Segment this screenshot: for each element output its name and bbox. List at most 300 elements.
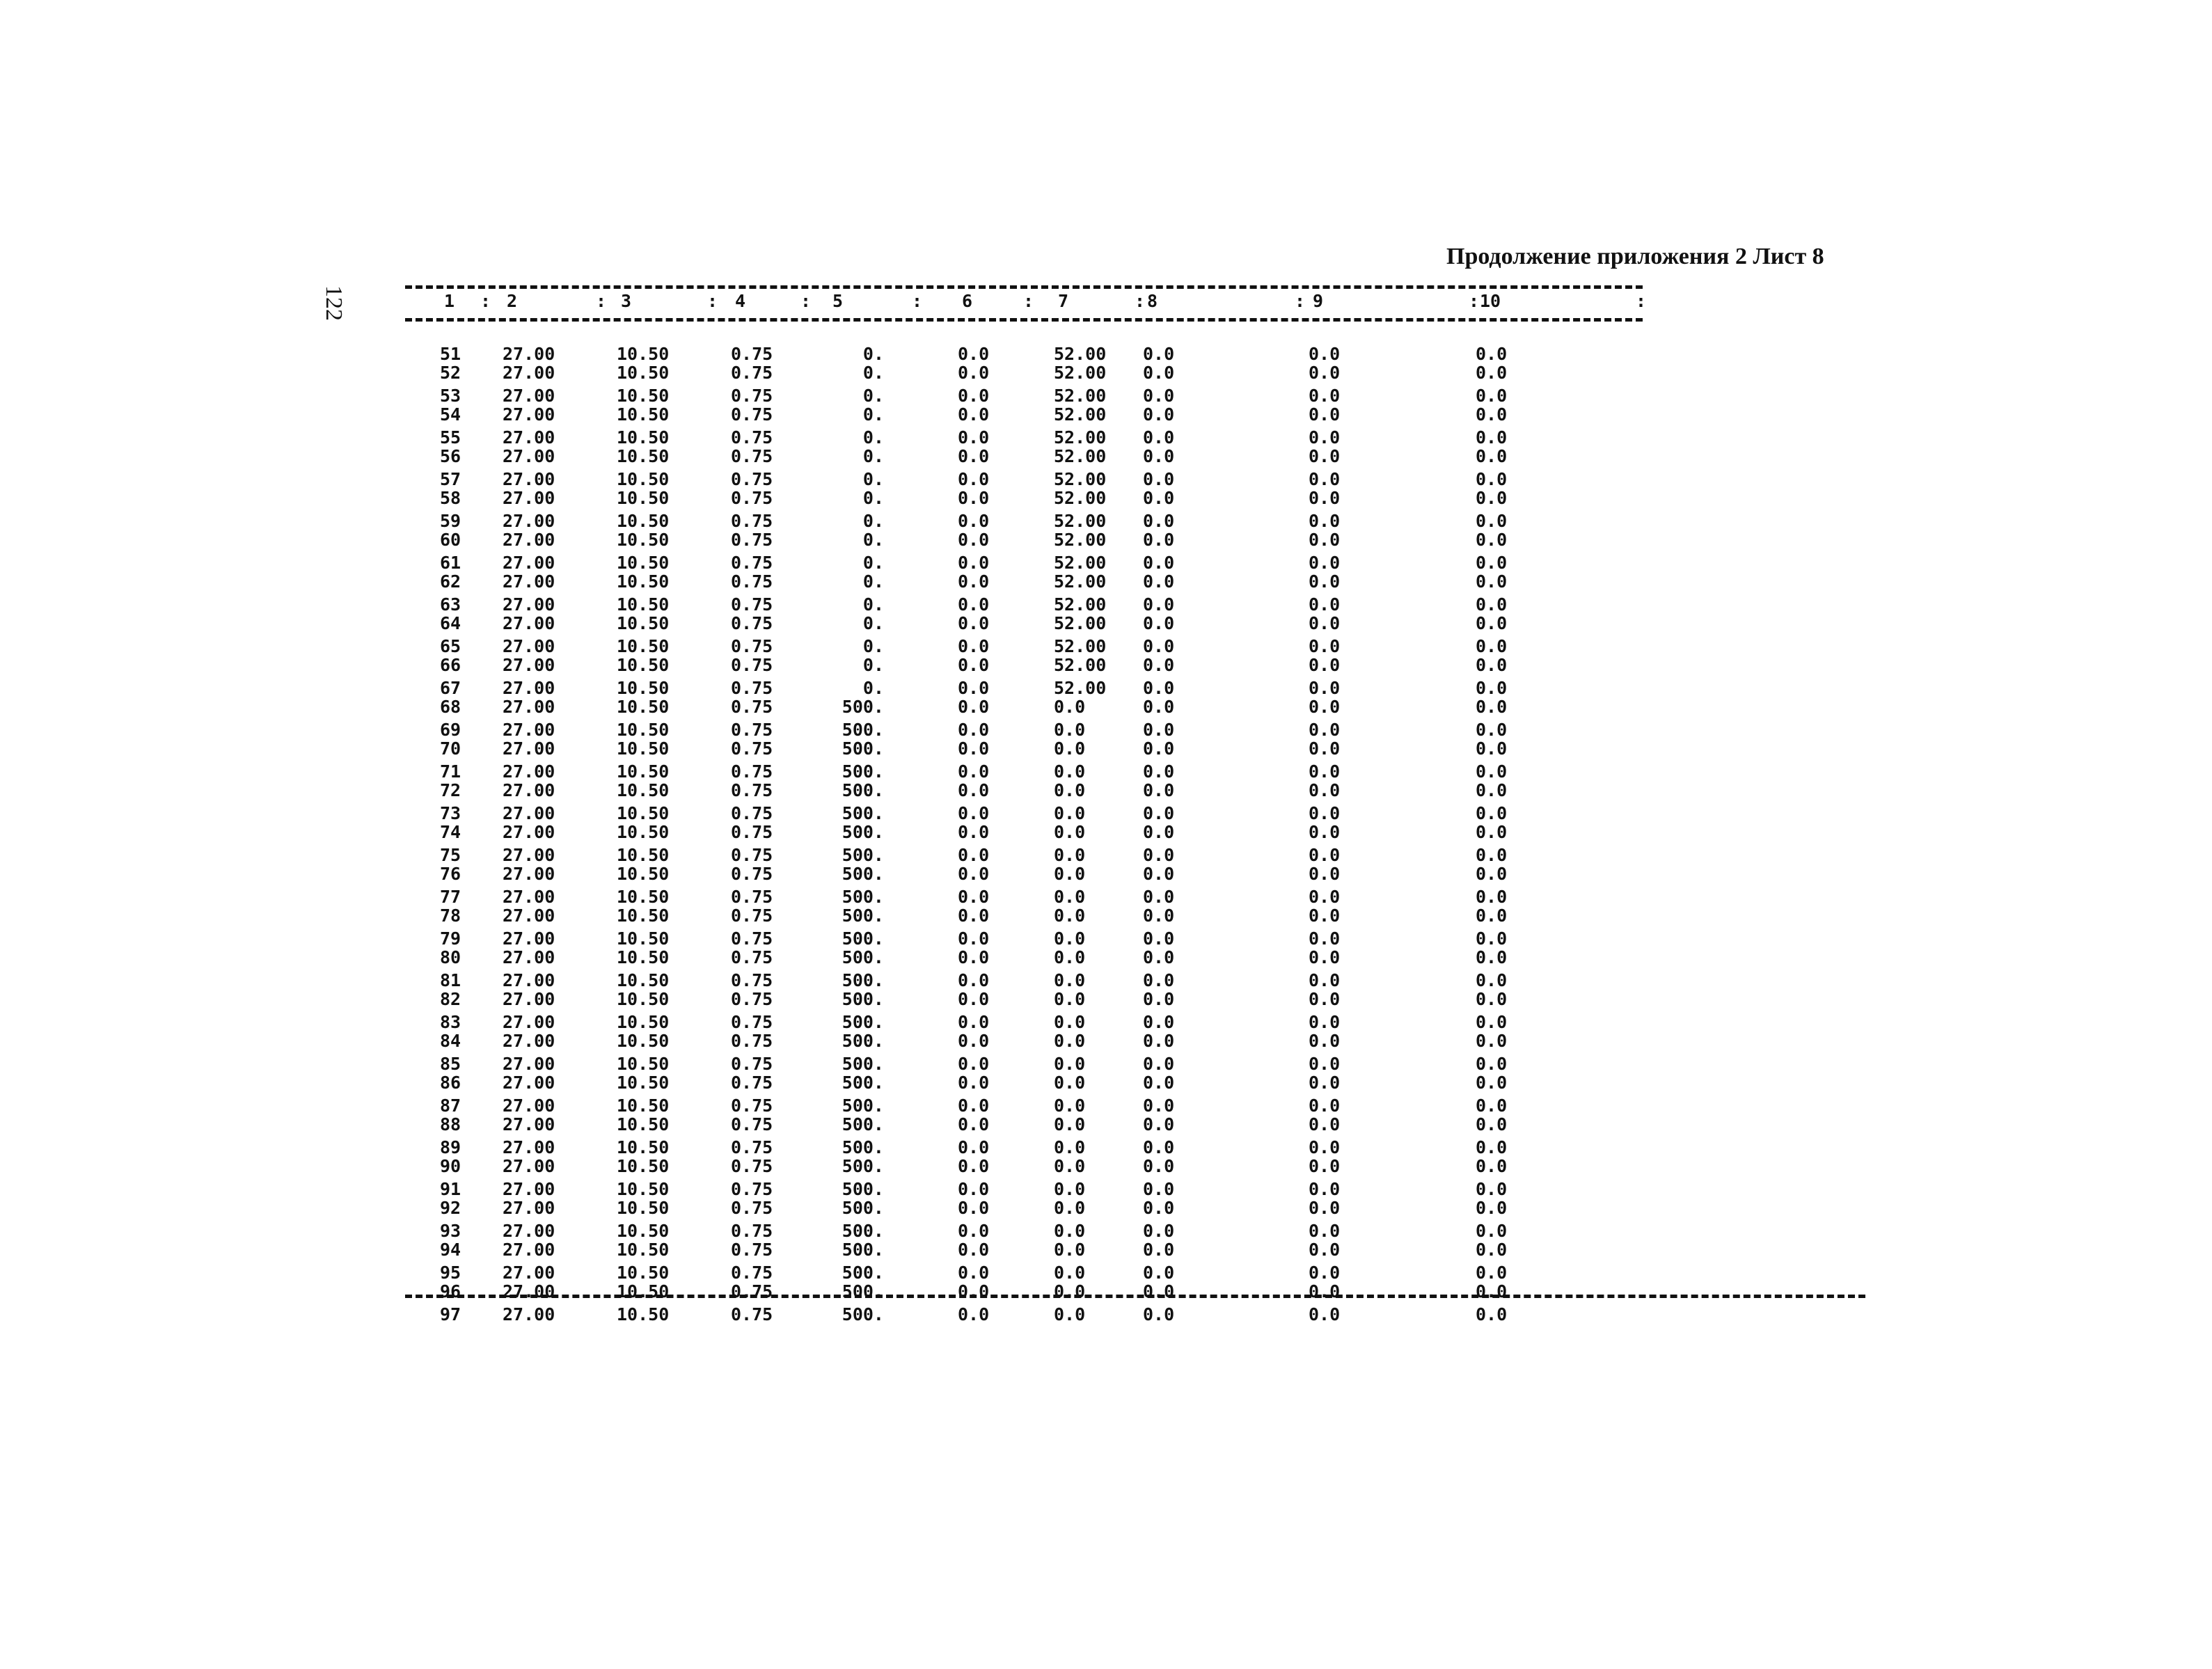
- table-cell: 0.0: [1309, 511, 1341, 531]
- table-cell: 10.50: [617, 822, 670, 842]
- table-cell: 0.75: [731, 1263, 773, 1283]
- table-cell: 10.50: [617, 720, 670, 740]
- table-cell: 0.0: [1143, 1073, 1175, 1093]
- table-cell: 27.00: [503, 928, 555, 949]
- table-cell: 0.0: [1476, 1240, 1508, 1260]
- table-row: [0, 1198, 2212, 1218]
- table-cell: 0.0: [958, 1240, 990, 1260]
- table-cell: 0.0: [1476, 594, 1508, 615]
- table-cell: 10.50: [617, 613, 670, 633]
- table-cell: 0.0: [1054, 1054, 1086, 1074]
- table-cell: 500.: [842, 1304, 884, 1324]
- table-cell: 0.0: [1309, 530, 1341, 550]
- table-cell: 0.0: [1054, 1179, 1086, 1199]
- table-cell: 0.0: [1476, 1031, 1508, 1051]
- table-cell: 0.0: [958, 488, 990, 508]
- table-cell: 0.: [862, 553, 884, 573]
- table-cell: 0.0: [1476, 511, 1508, 531]
- table-cell: 27.00: [503, 613, 555, 633]
- table-cell: 73: [440, 803, 461, 823]
- table-row: [0, 989, 2212, 1009]
- table-cell: 27.00: [503, 887, 555, 907]
- table-cell: 0.: [862, 594, 884, 615]
- table-cell: 89: [440, 1137, 461, 1157]
- continuation-title: Продолжение приложения 2 Лист 8: [1446, 244, 1824, 269]
- table-cell: 0.0: [1143, 678, 1175, 698]
- table-cell: 0.0: [1143, 446, 1175, 466]
- table-cell: 0.0: [1309, 469, 1341, 489]
- table-cell: 0.0: [1476, 1281, 1508, 1302]
- table-cell: 27.00: [503, 1221, 555, 1241]
- table-cell: 10.50: [617, 553, 670, 573]
- table-cell: 10.50: [617, 864, 670, 884]
- table-cell: 27.00: [503, 678, 555, 698]
- table-cell: 500.: [842, 738, 884, 759]
- table-cell: 0.0: [958, 553, 990, 573]
- table-cell: 0.0: [958, 1156, 990, 1176]
- table-cell: 0.0: [958, 1114, 990, 1134]
- table-cell: 52.00: [1054, 530, 1107, 550]
- table-cell: 68: [440, 697, 461, 717]
- table-cell: 10.50: [617, 761, 670, 782]
- table-cell: 90: [440, 1156, 461, 1176]
- table-cell: 0.0: [958, 905, 990, 926]
- table-cell: 500.: [842, 1281, 884, 1302]
- table-cell: 10.50: [617, 636, 670, 656]
- table-cell: 10.50: [617, 1221, 670, 1241]
- column-header: 3: [621, 291, 632, 311]
- table-cell: 78: [440, 905, 461, 926]
- table-cell: 74: [440, 822, 461, 842]
- table-cell: 0.: [862, 446, 884, 466]
- table-cell: 0.0: [1143, 655, 1175, 675]
- table-cell: 0.0: [1309, 1137, 1341, 1157]
- column-separator: :: [1636, 291, 1647, 311]
- table-cell: 80: [440, 947, 461, 967]
- column-separator: :: [912, 291, 923, 311]
- table-cell: 0.0: [1309, 887, 1341, 907]
- table-cell: 0.0: [1309, 970, 1341, 990]
- table-cell: 10.50: [617, 1156, 670, 1176]
- table-cell: 0.0: [1054, 780, 1086, 800]
- table-cell: 0.0: [1309, 553, 1341, 573]
- table-cell: 27.00: [503, 761, 555, 782]
- table-row: [0, 822, 2212, 842]
- table-cell: 0.75: [731, 864, 773, 884]
- table-cell: 0.0: [1054, 905, 1086, 926]
- table-cell: 0.: [862, 613, 884, 633]
- table-cell: 0.0: [958, 363, 990, 383]
- table-cell: 10.50: [617, 1114, 670, 1134]
- table-cell: 81: [440, 970, 461, 990]
- table-cell: 0.0: [958, 571, 990, 592]
- table-cell: 10.50: [617, 697, 670, 717]
- table-cell: 27.00: [503, 1263, 555, 1283]
- table-cell: 0.75: [731, 427, 773, 448]
- table-row: [0, 1012, 2212, 1032]
- table-cell: 0.0: [1054, 1263, 1086, 1283]
- table-cell: 0.0: [1476, 970, 1508, 990]
- table-cell: 10.50: [617, 1012, 670, 1032]
- table-cell: 27.00: [503, 1054, 555, 1074]
- table-cell: 51: [440, 344, 461, 364]
- table-cell: 0.0: [1309, 1281, 1341, 1302]
- table-cell: 75: [440, 845, 461, 865]
- table-cell: 0.0: [1143, 803, 1175, 823]
- table-cell: 0.0: [1143, 488, 1175, 508]
- table-cell: 0.0: [1309, 613, 1341, 633]
- table-cell: 0.0: [1476, 427, 1508, 448]
- table-cell: 85: [440, 1054, 461, 1074]
- table-cell: 0.: [862, 636, 884, 656]
- table-cell: 0.0: [1143, 469, 1175, 489]
- table-cell: 0.0: [1309, 363, 1341, 383]
- table-cell: 10.50: [617, 1304, 670, 1324]
- column-separator: :: [1135, 291, 1146, 311]
- table-cell: 52.00: [1054, 571, 1107, 592]
- table-cell: 72: [440, 780, 461, 800]
- table-row: [0, 1156, 2212, 1176]
- table-cell: 0.0: [1143, 1198, 1175, 1218]
- table-row: [0, 530, 2212, 550]
- table-cell: 0.0: [1054, 720, 1086, 740]
- table-cell: 52.00: [1054, 553, 1107, 573]
- column-header: 4: [735, 291, 746, 311]
- table-cell: 0.0: [1143, 780, 1175, 800]
- table-cell: 0.75: [731, 386, 773, 406]
- column-header: 6: [962, 291, 973, 311]
- table-cell: 69: [440, 720, 461, 740]
- table-cell: 0.75: [731, 469, 773, 489]
- table-cell: 500.: [842, 1114, 884, 1134]
- table-cell: 0.0: [1143, 989, 1175, 1009]
- table-cell: 0.0: [1476, 887, 1508, 907]
- table-cell: 10.50: [617, 427, 670, 448]
- table-cell: 94: [440, 1240, 461, 1260]
- table-cell: 0.0: [958, 678, 990, 698]
- table-cell: 27.00: [503, 947, 555, 967]
- table-row: [0, 511, 2212, 531]
- table-cell: 500.: [842, 822, 884, 842]
- table-cell: 500.: [842, 780, 884, 800]
- table-cell: 0.0: [1054, 1156, 1086, 1176]
- table-cell: 71: [440, 761, 461, 782]
- table-cell: 0.0: [1309, 947, 1341, 967]
- table-cell: 92: [440, 1198, 461, 1218]
- table-cell: 62: [440, 571, 461, 592]
- column-header: 9: [1313, 291, 1324, 311]
- table-cell: 0.0: [958, 446, 990, 466]
- table-cell: 0.0: [1476, 553, 1508, 573]
- table-cell: 0.0: [958, 1031, 990, 1051]
- table-cell: 60: [440, 530, 461, 550]
- table-cell: 0.0: [958, 1073, 990, 1093]
- table-cell: 61: [440, 553, 461, 573]
- table-cell: 96: [440, 1281, 461, 1302]
- table-cell: 0.0: [1143, 344, 1175, 364]
- table-row: [0, 1240, 2212, 1260]
- table-cell: 0.0: [1476, 1221, 1508, 1241]
- table-cell: 0.0: [1309, 446, 1341, 466]
- table-cell: 0.75: [731, 1073, 773, 1093]
- table-cell: 0.0: [1309, 822, 1341, 842]
- table-cell: 27.00: [503, 822, 555, 842]
- table-cell: 0.0: [958, 655, 990, 675]
- table-cell: 0.0: [958, 822, 990, 842]
- table-row: [0, 720, 2212, 740]
- table-cell: 10.50: [617, 511, 670, 531]
- table-cell: 27.00: [503, 553, 555, 573]
- table-cell: 0.0: [1476, 613, 1508, 633]
- table-cell: 10.50: [617, 404, 670, 425]
- table-cell: 500.: [842, 803, 884, 823]
- table-cell: 10.50: [617, 1281, 670, 1302]
- table-cell: 10.50: [617, 446, 670, 466]
- table-cell: 10.50: [617, 803, 670, 823]
- table-cell: 0.0: [1143, 571, 1175, 592]
- table-cell: 0.75: [731, 1304, 773, 1324]
- table-cell: 0.0: [1143, 1012, 1175, 1032]
- table-cell: 0.75: [731, 678, 773, 698]
- table-row: [0, 553, 2212, 573]
- table-cell: 0.0: [1476, 636, 1508, 656]
- table-cell: 0.0: [1476, 446, 1508, 466]
- table-cell: 0.75: [731, 1179, 773, 1199]
- table-cell: 0.0: [1143, 1114, 1175, 1134]
- table-cell: 500.: [842, 697, 884, 717]
- table-cell: 0.0: [1309, 761, 1341, 782]
- table-cell: 0.0: [1309, 1054, 1341, 1074]
- table-cell: 52.00: [1054, 488, 1107, 508]
- table-cell: 0.: [862, 427, 884, 448]
- table-cell: 0.0: [1309, 928, 1341, 949]
- table-cell: 0.0: [958, 989, 990, 1009]
- table-cell: 27.00: [503, 594, 555, 615]
- table-cell: 0.0: [1476, 344, 1508, 364]
- table-row: [0, 864, 2212, 884]
- table-cell: 0.0: [1309, 720, 1341, 740]
- table-cell: 500.: [842, 970, 884, 990]
- table-cell: 0.75: [731, 530, 773, 550]
- table-cell: 500.: [842, 1095, 884, 1116]
- table-cell: 0.75: [731, 822, 773, 842]
- table-cell: 0.0: [1143, 905, 1175, 926]
- table-cell: 0.0: [958, 386, 990, 406]
- table-cell: 0.0: [1054, 1012, 1086, 1032]
- table-cell: 0.75: [731, 780, 773, 800]
- table-cell: 0.0: [1309, 1263, 1341, 1283]
- table-cell: 0.75: [731, 1095, 773, 1116]
- table-cell: 66: [440, 655, 461, 675]
- table-cell: 52.00: [1054, 363, 1107, 383]
- column-header: 2: [507, 291, 518, 311]
- table-cell: 0.0: [1476, 1263, 1508, 1283]
- table-cell: 0.0: [958, 887, 990, 907]
- table-cell: 27.00: [503, 1073, 555, 1093]
- table-cell: 0.0: [1143, 697, 1175, 717]
- table-cell: 10.50: [617, 530, 670, 550]
- table-cell: 0.0: [1054, 1198, 1086, 1218]
- table-row: [0, 386, 2212, 406]
- table-cell: 0.0: [958, 970, 990, 990]
- table-cell: 0.0: [1476, 1012, 1508, 1032]
- table-row: [0, 594, 2212, 615]
- table-cell: 0.0: [1309, 344, 1341, 364]
- table-cell: 0.75: [731, 761, 773, 782]
- table-cell: 10.50: [617, 469, 670, 489]
- table-cell: 27.00: [503, 845, 555, 865]
- table-cell: 0.0: [1476, 803, 1508, 823]
- table-cell: 0.0: [958, 845, 990, 865]
- column-header: 8: [1147, 291, 1158, 311]
- table-cell: 0.0: [1054, 864, 1086, 884]
- table-cell: 0.0: [958, 1198, 990, 1218]
- table-cell: 0.75: [731, 363, 773, 383]
- table-cell: 0.0: [1309, 678, 1341, 698]
- table-cell: 0.0: [1054, 1221, 1086, 1241]
- table-cell: 27.00: [503, 905, 555, 926]
- table-cell: 500.: [842, 928, 884, 949]
- table-row: [0, 970, 2212, 990]
- table-cell: 0.75: [731, 720, 773, 740]
- table-cell: 500.: [842, 887, 884, 907]
- table-cell: 55: [440, 427, 461, 448]
- column-separator: :: [596, 291, 607, 311]
- table-row: [0, 1095, 2212, 1116]
- table-cell: 0.0: [958, 530, 990, 550]
- table-cell: 27.00: [503, 636, 555, 656]
- table-cell: 0.75: [731, 1054, 773, 1074]
- table-cell: 0.0: [1309, 1179, 1341, 1199]
- table-row: [0, 1179, 2212, 1199]
- table-cell: 0.0: [1476, 947, 1508, 967]
- table-cell: 0.0: [958, 511, 990, 531]
- table-cell: 0.0: [1143, 1179, 1175, 1199]
- table-cell: 0.: [862, 511, 884, 531]
- table-cell: 0.0: [1309, 404, 1341, 425]
- table-cell: 27.00: [503, 1240, 555, 1260]
- table-row: [0, 469, 2212, 489]
- table-cell: 0.0: [958, 594, 990, 615]
- table-cell: 0.75: [731, 594, 773, 615]
- table-cell: 0.0: [1309, 1240, 1341, 1260]
- table-cell: 0.0: [1143, 427, 1175, 448]
- table-cell: 10.50: [617, 845, 670, 865]
- table-cell: 0.: [862, 530, 884, 550]
- column-separator: :: [707, 291, 718, 311]
- table-cell: 0.0: [1054, 697, 1086, 717]
- table-cell: 0.0: [958, 1281, 990, 1302]
- table-cell: 500.: [842, 989, 884, 1009]
- table-cell: 27.00: [503, 427, 555, 448]
- table-cell: 0.0: [1054, 803, 1086, 823]
- column-header: 1: [444, 291, 455, 311]
- table-cell: 0.: [862, 344, 884, 364]
- table-cell: 500.: [842, 1073, 884, 1093]
- table-cell: 0.0: [958, 697, 990, 717]
- table-cell: 0.0: [1054, 761, 1086, 782]
- table-cell: 0.0: [1476, 1198, 1508, 1218]
- table-row: [0, 636, 2212, 656]
- table-row: [0, 571, 2212, 592]
- column-separator: :: [480, 291, 491, 311]
- table-cell: 0.0: [1143, 404, 1175, 425]
- table-cell: 500.: [842, 947, 884, 967]
- table-cell: 500.: [842, 1031, 884, 1051]
- table-cell: 27.00: [503, 1179, 555, 1199]
- table-cell: 0.: [862, 678, 884, 698]
- table-cell: 0.75: [731, 887, 773, 907]
- table-cell: 0.0: [958, 1179, 990, 1199]
- table-cell: 10.50: [617, 989, 670, 1009]
- table-cell: 0.0: [1476, 864, 1508, 884]
- table-cell: 0.75: [731, 404, 773, 425]
- table-cell: 0.0: [958, 344, 990, 364]
- table-cell: 0.75: [731, 1221, 773, 1241]
- table-cell: 10.50: [617, 678, 670, 698]
- table-row: [0, 344, 2212, 364]
- table-cell: 500.: [842, 1198, 884, 1218]
- table-cell: 0.0: [1309, 738, 1341, 759]
- table-cell: 0.0: [1476, 738, 1508, 759]
- table-cell: 83: [440, 1012, 461, 1032]
- table-cell: 0.75: [731, 1031, 773, 1051]
- table-cell: 70: [440, 738, 461, 759]
- table-row: [0, 1263, 2212, 1283]
- table-cell: 27.00: [503, 446, 555, 466]
- table-cell: 0.: [862, 404, 884, 425]
- table-row: [0, 803, 2212, 823]
- table-cell: 0.0: [1054, 1031, 1086, 1051]
- table-cell: 10.50: [617, 1137, 670, 1157]
- table-cell: 65: [440, 636, 461, 656]
- table-cell: 0.75: [731, 738, 773, 759]
- table-cell: 97: [440, 1304, 461, 1324]
- table-cell: 91: [440, 1179, 461, 1199]
- table-cell: 52.00: [1054, 446, 1107, 466]
- table-cell: 0.0: [958, 404, 990, 425]
- table-row: [0, 613, 2212, 633]
- table-row: [0, 488, 2212, 508]
- table-cell: 0.: [862, 571, 884, 592]
- table-cell: 27.00: [503, 530, 555, 550]
- table-cell: 10.50: [617, 780, 670, 800]
- table-cell: 27.00: [503, 1114, 555, 1134]
- table-cell: 0.0: [1476, 905, 1508, 926]
- table-cell: 0.: [862, 363, 884, 383]
- table-cell: 27.00: [503, 1304, 555, 1324]
- table-cell: 27.00: [503, 738, 555, 759]
- table-row: [0, 1031, 2212, 1051]
- table-cell: 59: [440, 511, 461, 531]
- table-cell: 0.75: [731, 989, 773, 1009]
- table-cell: 0.0: [958, 1304, 990, 1324]
- table-row: [0, 1221, 2212, 1241]
- table-cell: 76: [440, 864, 461, 884]
- table-cell: 0.0: [1476, 1073, 1508, 1093]
- table-cell: 0.0: [1143, 887, 1175, 907]
- table-cell: 27.00: [503, 803, 555, 823]
- table-cell: 0.0: [1143, 1156, 1175, 1176]
- table-row: [0, 845, 2212, 865]
- table-cell: 0.0: [958, 613, 990, 633]
- table-cell: 27.00: [503, 1095, 555, 1116]
- table-cell: 500.: [842, 864, 884, 884]
- table-cell: 0.0: [1143, 947, 1175, 967]
- table-cell: 500.: [842, 1012, 884, 1032]
- table-cell: 88: [440, 1114, 461, 1134]
- table-cell: 0.0: [1309, 1012, 1341, 1032]
